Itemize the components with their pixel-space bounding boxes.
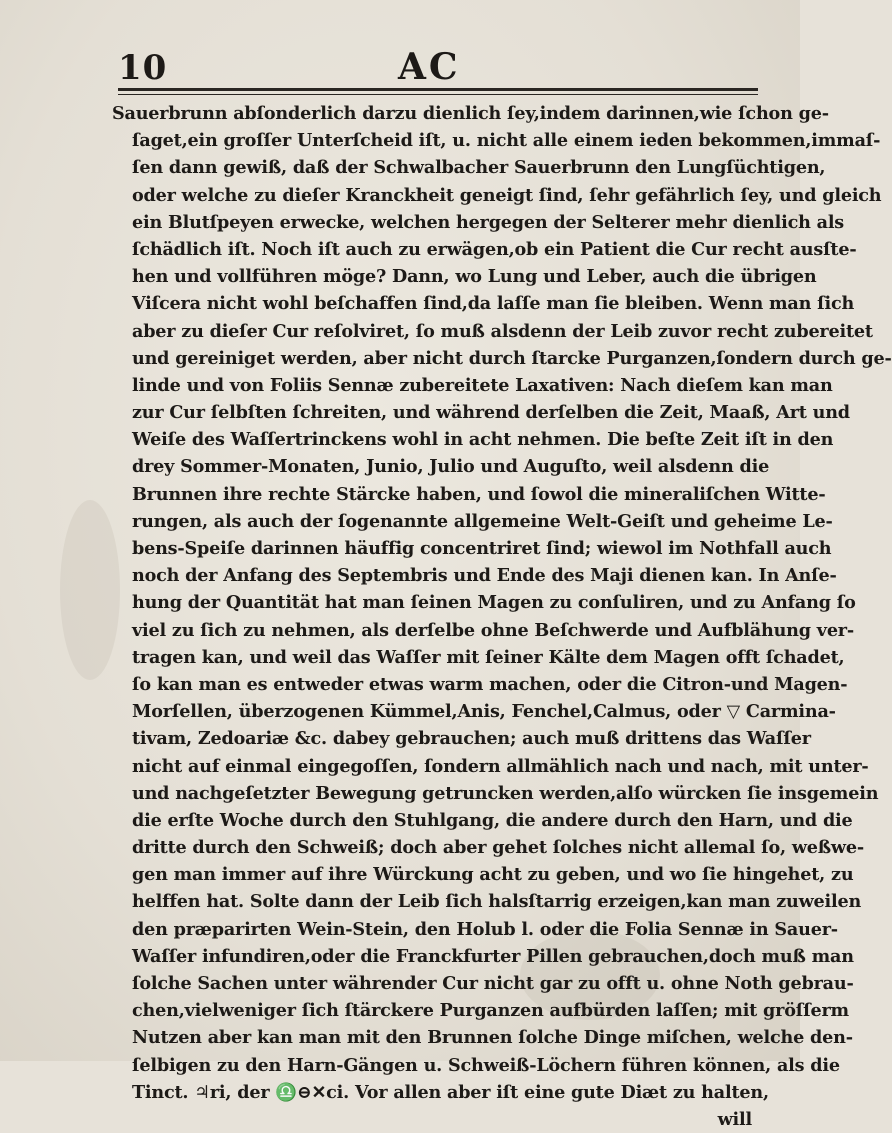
text-line: tragen kan, und weil das Waſſer mit ſeiner Kälte dem Magen offt ſchadet, <box>132 646 845 668</box>
text-line: Sauerbrunn abſonderlich darzu dienlich ſey,indem darinnen,wie ſchon ge- <box>112 103 829 124</box>
text-line: die erſte Woche durch den Stuhlgang, die andere durch den Harn, und die <box>132 809 853 831</box>
text-line: ſolche Sachen unter währender Cur nicht gar zu offt u. ohne Noth gebrau- <box>132 973 854 994</box>
catchword: will <box>717 1108 752 1130</box>
text-line: bens-Speiſe darinnen häuffig concentriret ſind; wiewol im Nothfall auch <box>132 538 832 559</box>
text-line: ein Blutſpeyen erwecke, welchen hergegen der Selterer mehr dienlich als <box>132 211 845 233</box>
text-line: drey Sommer-Monaten, Junio, Julio und Auguſto, weil alsdenn die <box>132 456 770 478</box>
text-line: hen und vollführen möge? Dann, wo Lung und Leber, auch die übrigen <box>132 266 817 288</box>
text-line: und gereiniget werden, aber nicht durch ſtarcke Purganzen,ſondern durch ge- <box>132 347 892 369</box>
text-line: gen man immer auf ihre Würckung acht zu geben, und wo ſie hingehet, zu <box>132 864 854 886</box>
text-line: rungen, als auch der ſogenannte allgemeine Welt-Geiſt und geheime Le- <box>132 510 833 532</box>
body-text <box>112 100 892 1133</box>
text-line: ſo kan man es entweder etwas warm machen, oder die Citron-und Magen- <box>132 673 848 695</box>
running-head: AC <box>398 46 461 88</box>
text-line: chen,vielweniger ſich ſtärckere Purganzen aufbürden laſſen; mit gröſſerm <box>132 1000 849 1022</box>
page-number: 10 <box>118 48 168 88</box>
text-line: tivam, Zedoariæ &c. dabey gebrauchen; auch muß drittens das Waſſer <box>132 728 811 750</box>
text-line: Tinct. ♃ri, der ♎⊖✕ci. Vor allen aber iſt eine gute Diæt zu halten, <box>132 1081 769 1103</box>
text-line: viel zu ſich zu nehmen, als derſelbe ohne Beſchwerde und Aufblähung ver- <box>132 619 854 641</box>
text-line: zur Cur ſelbſten ſchreiten, und während derſelben die Zeit, Maaß, Art und <box>132 402 850 424</box>
header-rule <box>118 88 758 91</box>
text-line: hung der Quantität hat man ſeinen Magen zu conſuliren, und zu Anfang ſo <box>132 592 856 614</box>
text-line: Brunnen ihre rechte Stärcke haben, und ſowol die mineraliſchen Witte- <box>132 483 826 505</box>
text-line: den præparirten Wein-Stein, den Holub l. oder die Folia Sennæ in Sauer- <box>132 918 838 940</box>
text-line: ſaget,ein groſſer Unterſcheid iſt, u. nicht alle einem ieden bekommen,immaſ- <box>132 130 881 152</box>
text-line: ſchädlich iſt. Noch iſt auch zu erwägen,ob ein Patient die Cur recht ausſte- <box>132 238 857 260</box>
text-line: Viſcera nicht wohl beſchaffen ſind,da laſſe man ſie bleiben. Wenn man ſich <box>132 293 855 315</box>
page-header <box>0 40 800 90</box>
text-line: aber zu dieſer Cur reſolviret, ſo muß alsdenn der Leib zuvor recht zubereitet <box>132 320 873 342</box>
text-line: noch der Anfang des Septembris und Ende des Maji dienen kan. In Anſe- <box>132 565 837 587</box>
text-line: ſelbigen zu den Harn-Gängen u. Schweiß-Löchern führen können, als die <box>132 1054 840 1076</box>
text-line: ſen dann gewiß, daß der Schwalbacher Sauerbrunn den Lungſüchtigen, <box>132 157 826 179</box>
text-line: oder welche zu dieſer Kranckheit geneigt ſind, ſehr gefährlich ſey, und gleich <box>132 184 882 206</box>
text-line: linde und von Foliis Sennæ zubereitete Laxativen: Nach dieſem kan man <box>132 374 833 396</box>
text-line: Waſſer infundiren,oder die Franckfurter Pillen gebrauchen,doch muß man <box>132 945 854 967</box>
text-line: Morſellen, überzogenen Kümmel,Anis, Fenchel,Calmus, oder ▽ Carmina- <box>132 701 836 723</box>
text-line: Nutzen aber kan man mit den Brunnen ſolche Dinge miſchen, welche den- <box>132 1027 853 1049</box>
text-line: helffen hat. Solte dann der Leib ſich halsſtarrig erzeigen,kan man zuweilen <box>132 891 862 913</box>
text-line: dritte durch den Schweiß; doch aber gehet ſolches nicht allemal ſo, weßwe- <box>132 837 864 859</box>
text-line: nicht auf einmal eingegoſſen, ſondern allmählich nach und nach, mit unter- <box>132 755 869 777</box>
text-line: Weiſe des Waſſertrinckens wohl in acht nehmen. Die beſte Zeit iſt in den <box>132 429 834 451</box>
header-rule-thin <box>118 94 758 95</box>
text-line: und nachgeſetzter Bewegung getruncken werden,alſo würcken ſie insgemein <box>132 782 879 804</box>
paper-stain <box>60 500 120 680</box>
